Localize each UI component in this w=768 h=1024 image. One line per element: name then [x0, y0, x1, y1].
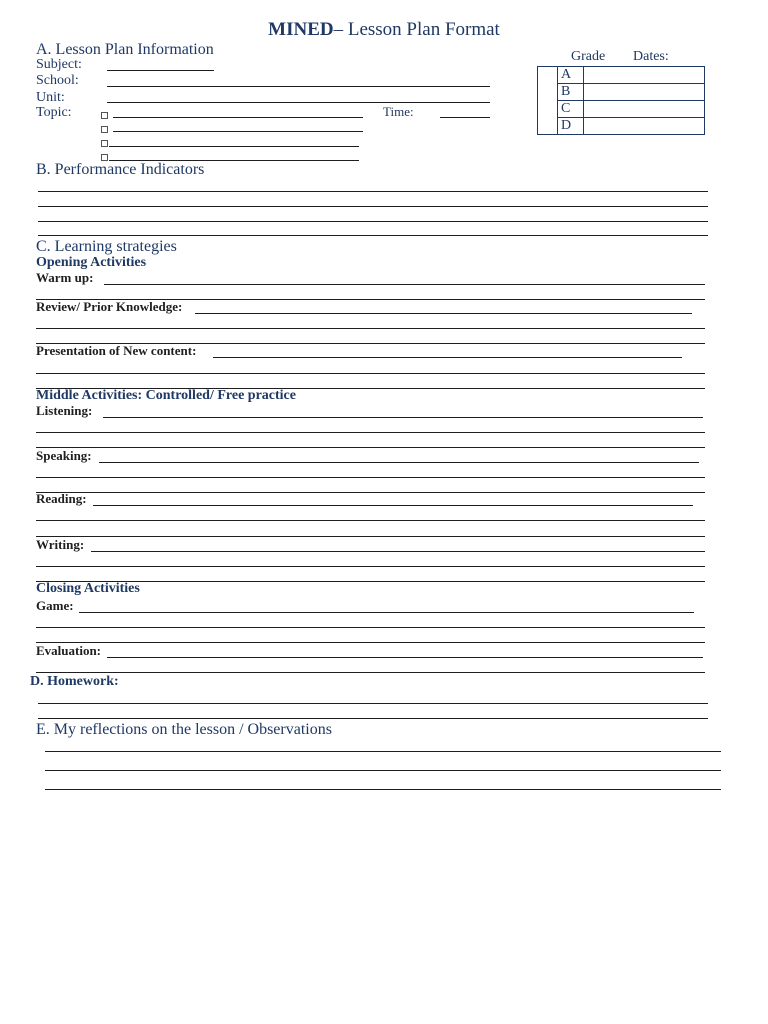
game-line[interactable] — [36, 627, 705, 628]
homework-line[interactable] — [38, 703, 708, 704]
grade-spacer-cell — [538, 67, 558, 135]
topic-checkbox-4[interactable] — [101, 154, 108, 161]
page-title — [0, 19, 768, 41]
closing-activities-heading: Closing Activities — [36, 581, 140, 596]
subject-field[interactable] — [107, 70, 214, 71]
dates-header: Dates: — [633, 49, 669, 64]
topic-checkbox-1[interactable] — [101, 112, 108, 119]
evaluation-line[interactable] — [36, 672, 705, 673]
grade-cell: B — [558, 84, 584, 101]
speaking-label: Speaking: — [36, 448, 92, 463]
unit-label: Unit: — [36, 90, 65, 105]
reflection-line[interactable] — [45, 770, 721, 771]
warm-up-label: Warm up: — [36, 270, 94, 285]
speaking-line[interactable] — [36, 477, 705, 478]
presentation-label: Presentation of New content: — [36, 343, 197, 358]
date-cell[interactable] — [584, 118, 705, 135]
game-line[interactable] — [36, 642, 705, 643]
opening-activities-heading: Opening Activities — [36, 255, 147, 270]
section-b-heading: B. Performance Indicators — [36, 161, 205, 178]
topic-field-1[interactable] — [113, 117, 363, 118]
grade-cell: C — [558, 101, 584, 118]
unit-field[interactable] — [107, 102, 490, 103]
warm-up-field[interactable] — [104, 284, 705, 285]
reading-line[interactable] — [36, 520, 705, 521]
date-cell[interactable] — [584, 84, 705, 101]
middle-activities-heading: Middle Activities: Controlled/ Free practice — [36, 388, 296, 403]
time-label: Time: — [383, 104, 414, 119]
grade-header: Grade — [571, 49, 606, 64]
section-c-heading: C. Learning strategies — [36, 238, 177, 255]
grade-row — [538, 84, 705, 101]
grade-dates-table — [537, 66, 705, 135]
reflection-line[interactable] — [45, 789, 721, 790]
reading-field[interactable] — [93, 505, 693, 506]
subject-label: Subject: — [36, 57, 82, 72]
speaking-line[interactable] — [36, 492, 705, 493]
title-bold: MINED — [268, 19, 334, 40]
date-cell[interactable] — [584, 67, 705, 84]
presentation-line[interactable] — [36, 373, 705, 374]
homework-line[interactable] — [38, 718, 708, 719]
indicator-line[interactable] — [38, 221, 708, 222]
title-rest: – Lesson Plan Format — [333, 19, 500, 40]
review-label: Review/ Prior Knowledge: — [36, 299, 183, 314]
presentation-field[interactable] — [213, 357, 682, 358]
review-field[interactable] — [195, 313, 692, 314]
school-label: School: — [36, 73, 79, 88]
evaluation-field[interactable] — [107, 657, 703, 658]
topic-checkbox-2[interactable] — [101, 126, 108, 133]
topic-field-2[interactable] — [113, 131, 363, 132]
section-d-heading: D. Homework: — [30, 674, 119, 689]
indicator-line[interactable] — [38, 235, 708, 236]
grade-cell: D — [558, 118, 584, 135]
date-cell[interactable] — [584, 101, 705, 118]
topic-field-3[interactable] — [109, 146, 359, 147]
writing-field[interactable] — [91, 551, 705, 552]
indicator-line[interactable] — [38, 206, 708, 207]
grade-cell: A — [558, 67, 584, 84]
grade-row — [538, 118, 705, 135]
game-field[interactable] — [79, 612, 694, 613]
review-line[interactable] — [36, 328, 705, 329]
listening-label: Listening: — [36, 403, 93, 418]
reflection-line[interactable] — [45, 751, 721, 752]
school-field[interactable] — [107, 86, 490, 87]
section-a-heading: A. Lesson Plan Information — [36, 41, 214, 58]
listening-field[interactable] — [103, 417, 703, 418]
grade-row — [538, 67, 705, 84]
indicator-line[interactable] — [38, 191, 708, 192]
topic-checkbox-3[interactable] — [101, 140, 108, 147]
speaking-field[interactable] — [99, 462, 699, 463]
grade-row — [538, 101, 705, 118]
writing-label: Writing: — [36, 537, 85, 552]
writing-line[interactable] — [36, 566, 705, 567]
reading-line[interactable] — [36, 536, 705, 537]
reading-label: Reading: — [36, 491, 87, 506]
topic-label: Topic: — [36, 105, 72, 120]
listening-line[interactable] — [36, 447, 705, 448]
game-label: Game: — [36, 598, 74, 613]
evaluation-label: Evaluation: — [36, 643, 102, 658]
time-field[interactable] — [440, 117, 490, 118]
listening-line[interactable] — [36, 432, 705, 433]
section-e-heading: E. My reflections on the lesson / Observations — [36, 721, 332, 738]
